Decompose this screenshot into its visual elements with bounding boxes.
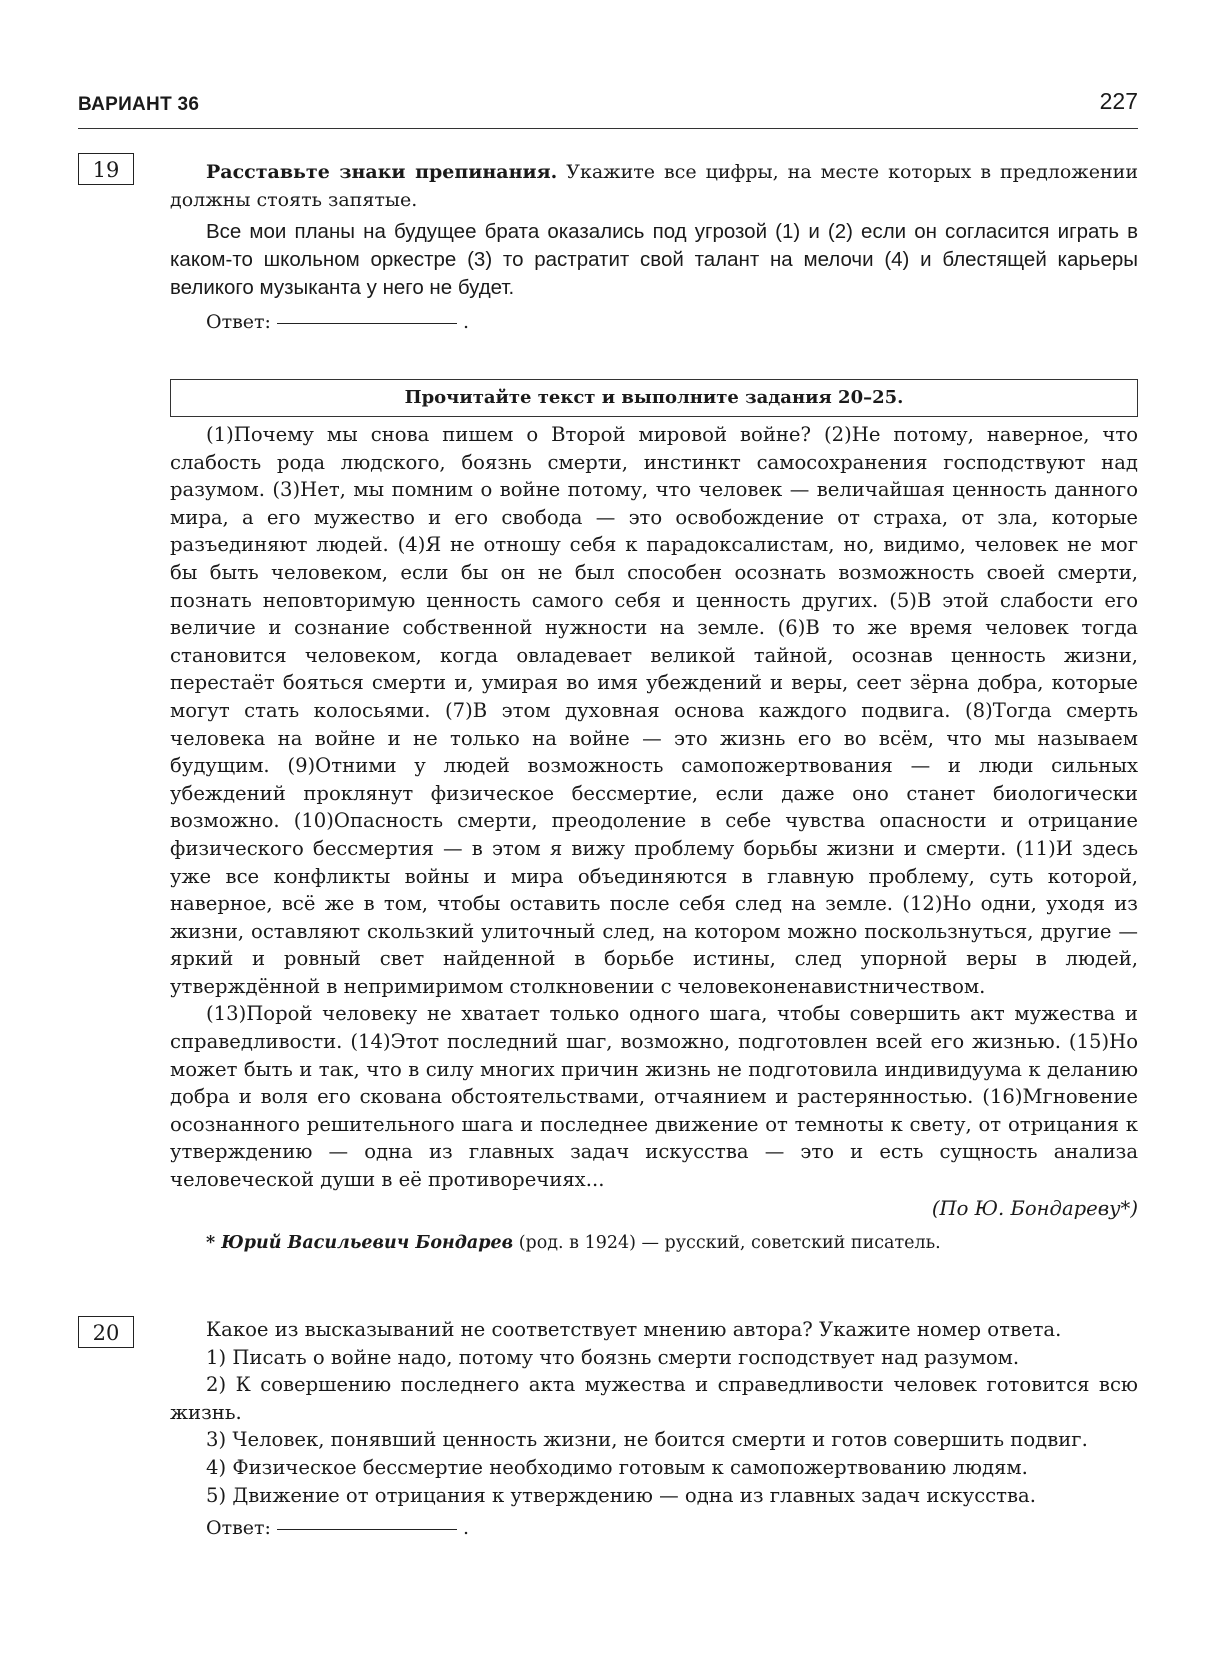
attribution: (По Ю. Бондареву*) bbox=[931, 1196, 1138, 1220]
task-19-instruction-rest: Укажите все цифры, на месте которых в предложении должны стоять запятые. bbox=[170, 161, 1139, 211]
task-19-answer-field[interactable] bbox=[277, 322, 457, 324]
reading-text bbox=[170, 421, 1138, 1258]
footnote-text: (род. в 1924) — русский, советский писатель. bbox=[513, 1233, 941, 1254]
task-20-answer bbox=[206, 1515, 1138, 1543]
reading-paragraph-1: (1)Почему мы снова пишем о Второй мировой войне? (2)Не потому, наверное, что слабость рода людского, боязнь смерти, инстинкт самосохранения господствуют над разумом. (3)Нет, мы помним о войне потому, что человек — величайшая ценность данного мира, а его мужество и его свобода — это освобождение от страха, от зла, которые разъединяют людей. (4)Я не отношу себя к парадоксалистам, но, видимо, человек не мог бы быть человеком, если бы он не был способен осознать возможность своей смерти, познать неповторимую ценность самого себя и ценность других. (5)В этой слабости его величие и сознание собственной нужности на земле. (6)В то же время человек тогда становится человеком, когда овладевает великой тайной, осознав ценность жизни, перестаёт бояться смерти и, умирая во имя убеждений и веры, сеет зёрна добра, которые могут стать колосьями. (7)В этом духовная основа каждого подвига. (8)Тогда смерть человека на войне и не только на войне — это жизнь его во всём, что мы называем будущим. (9)Отними у людей возможность самопожертвования — и люди сильных убеждений проклянут физическое бессмертие, если даже оно станет биологически возможно. (10)Опасность смерти, преодоление в себе чувства опасности и отрицание физического бессмертия — в этом я вижу проблему борьбы жизни и смерти. (11)И здесь уже все конфликты войны и мира объединяются в главную проблему, суть которой, наверное, всё же в том, чтобы оставить после себя след на земле. (12)Но одни, уходя из жизни, оставляют скользкий улиточный след, на котором можно поскользнуться, другие — яркий и ровный свет найденной в борьбе истины, след упорной веры в людей, утверждённой в непримиримом столкновении с человеконенавистничеством. bbox=[170, 423, 1138, 998]
footnote-name: * Юрий Васильевич Бондарев bbox=[206, 1233, 514, 1254]
task-20-option-5: 5) Движение от отрицания к утверждению — одна из главных задач искусства. bbox=[206, 1483, 1036, 1507]
task-20-answer-label: Ответ: bbox=[206, 1517, 271, 1540]
task-20-option-1: 1) Писать о войне надо, потому что боязнь смерти господствует над разумом. bbox=[206, 1345, 1020, 1369]
task-19-instruction-bold: Расставьте знаки препинания. bbox=[206, 161, 558, 183]
task-20-answer-end: . bbox=[462, 1517, 469, 1540]
reading-instruction: Прочитайте текст и выполните задания 20–25. bbox=[170, 379, 1138, 417]
task-20-option-4: 4) Физическое бессмертие необходимо готовым к самопожертвованию людям. bbox=[206, 1455, 1028, 1479]
task-19-sentence: Все мои планы на будущее брата оказались под угрозой (1) и (2) если он согласится играть в каком-то школьном оркестре (3) то растратит свой талант на мелочи (4) и блестящей карьеры великого музыканта у него не будет. bbox=[170, 220, 1138, 299]
page-number: 227 bbox=[1099, 88, 1138, 114]
task-20-question: Какое из высказываний не соответствует мнению автора? Укажите номер ответа. bbox=[206, 1318, 1062, 1341]
task-20-option-2: 2) К совершению последнего акта мужества и справедливости человек готовится всю жизнь. bbox=[170, 1373, 1138, 1424]
running-header bbox=[78, 84, 1138, 129]
task-19-instruction bbox=[170, 158, 1138, 214]
task-20-number: 20 bbox=[78, 1316, 134, 1348]
task-19 bbox=[170, 158, 1138, 336]
task-19-answer bbox=[206, 308, 1138, 336]
reading-paragraph-2: (13)Порой человеку не хватает только одного шага, чтобы совершить акт мужества и справедливости. (14)Этот последний шаг, возможно, подготовлен всей его жизнью. (15)Но может быть и так, что в силу многих причин жизнь не подготовила индивидуума к деланию добра и воля его скована обстоятельствами, отчаянием и растерянностью. (16)Мгновение осознанного решительного шага и последнее движение от темноты к свету, от отрицания к утверждению — одна из главных задач искусства — это и есть сущность анализа человеческой души в её противоречиях... bbox=[170, 1002, 1138, 1192]
task-19-answer-end: . bbox=[462, 311, 469, 333]
task-20-option-3: 3) Человек, понявший ценность жизни, не боится смерти и готов совершить подвиг. bbox=[206, 1428, 1088, 1452]
task-20 bbox=[170, 1316, 1138, 1543]
task-19-answer-label: Ответ: bbox=[206, 311, 271, 333]
footnote bbox=[206, 1230, 1138, 1258]
task-20-answer-field[interactable] bbox=[277, 1528, 457, 1530]
variant-title: ВАРИАНТ 36 bbox=[78, 94, 200, 115]
task-19-number: 19 bbox=[78, 153, 134, 185]
